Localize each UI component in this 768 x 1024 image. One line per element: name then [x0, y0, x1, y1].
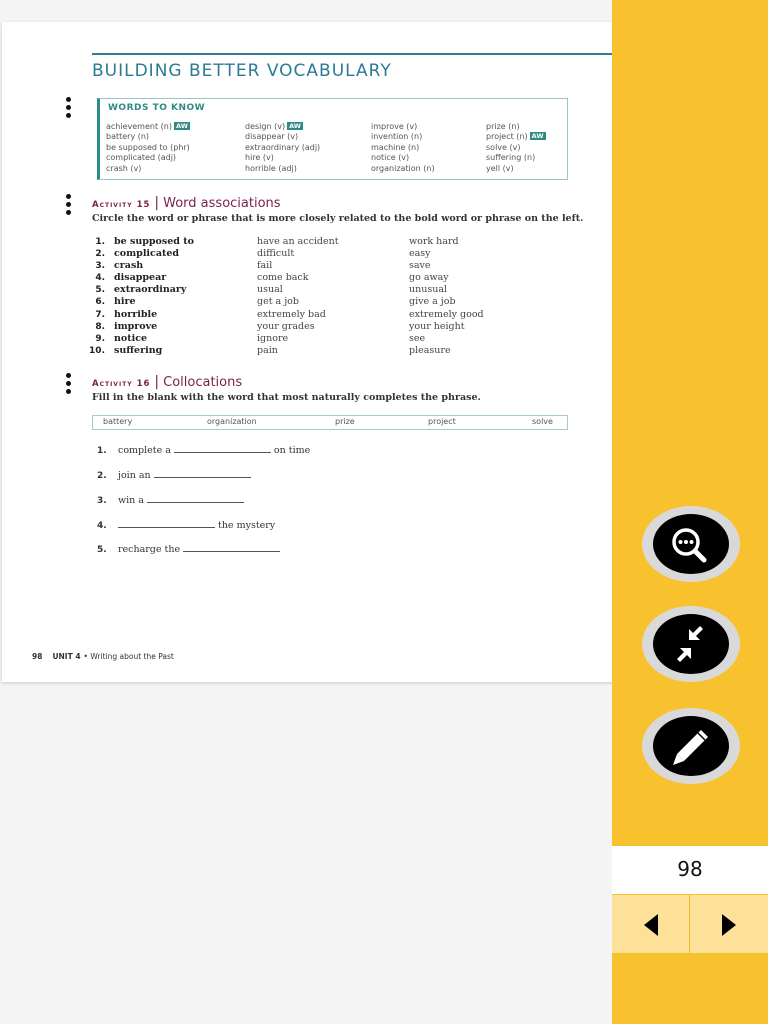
bold-word: suffering	[114, 345, 163, 356]
zoom-button[interactable]	[642, 506, 740, 582]
word-bank-item: prize	[335, 417, 355, 426]
word-bank-item: battery	[103, 417, 133, 426]
activity-15-heading: Activity 15 | Word associations	[92, 195, 281, 211]
next-page-button[interactable]	[690, 895, 767, 953]
word-item: solve (v)	[486, 142, 521, 152]
more-options-icon[interactable]	[66, 194, 72, 218]
option-1[interactable]: fail	[257, 260, 273, 271]
activity-instruction: Circle the word or phrase that is more closely related to the bold word or phrase on the left.	[92, 213, 584, 224]
title-rule	[92, 53, 614, 55]
current-page-indicator: 98	[612, 846, 768, 894]
association-row	[92, 296, 592, 308]
word-item: design (v) AW	[245, 122, 301, 131]
exit-fullscreen-button[interactable]	[642, 606, 740, 682]
option-2[interactable]: unusual	[409, 284, 448, 295]
bold-word: disappear	[114, 272, 167, 283]
option-2[interactable]: save	[409, 260, 431, 271]
item-number: 1.	[95, 237, 105, 247]
option-2[interactable]: see	[409, 333, 426, 344]
activity-label: Activity 15	[92, 200, 151, 210]
option-1[interactable]: your grades	[257, 321, 315, 332]
bold-word: extraordinary	[114, 284, 187, 295]
aw-badge: AW	[175, 122, 188, 130]
answer-blank[interactable]	[118, 518, 215, 528]
aw-badge: AW	[531, 132, 544, 141]
triangle-left-icon	[642, 913, 662, 937]
words-to-know-box	[97, 98, 568, 180]
item-number: 4.	[95, 273, 105, 283]
activity-16-heading: Activity 16 | Collocations	[92, 374, 243, 390]
bold-word: horrible	[114, 309, 158, 320]
option-2[interactable]: easy	[409, 248, 431, 259]
footer-page-number: 98	[32, 652, 43, 661]
association-row	[92, 284, 592, 296]
page-footer	[32, 652, 174, 661]
footer-unit-title: • Writing about the Past	[83, 652, 174, 661]
more-options-icon[interactable]	[66, 97, 72, 121]
word-item: organization (n)	[371, 163, 435, 173]
word-bank-item: solve	[532, 417, 553, 426]
answer-blank[interactable]	[147, 493, 244, 503]
word-item: yell (v)	[486, 163, 514, 173]
item-number: 9.	[95, 334, 105, 344]
association-row	[92, 333, 592, 345]
word-item: extraordinary (adj)	[245, 142, 321, 152]
activity-title: Word associations	[163, 196, 281, 211]
item-number: 2.	[95, 249, 105, 259]
words-column-1	[106, 122, 190, 174]
bold-word: improve	[114, 321, 158, 332]
reader-sidebar	[612, 0, 768, 1024]
option-1[interactable]: get a job	[257, 296, 299, 307]
item-number: 5.	[95, 285, 105, 295]
bold-word: be supposed to	[114, 236, 194, 247]
fill-item: 2. join an	[97, 468, 254, 482]
word-item: project (n) AW	[486, 132, 544, 142]
word-item: suffering (n)	[486, 153, 536, 163]
word-item: achievement (n) AW	[106, 122, 188, 131]
option-2[interactable]: your height	[409, 321, 465, 332]
option-1[interactable]: ignore	[257, 333, 289, 344]
item-number: 8.	[95, 322, 105, 332]
words-column-3	[371, 122, 435, 174]
option-2[interactable]: extremely good	[409, 309, 484, 320]
word-item: complicated (adj)	[106, 153, 177, 163]
word-bank	[92, 415, 568, 430]
bold-word: complicated	[114, 248, 180, 259]
aw-badge: AW	[289, 122, 301, 130]
option-2[interactable]: pleasure	[409, 345, 451, 356]
word-item: be supposed to (phr)	[106, 142, 190, 152]
option-2[interactable]: go away	[409, 272, 449, 283]
word-item: disappear (v)	[245, 132, 299, 142]
option-1[interactable]: come back	[257, 272, 309, 283]
word-item: hire (v)	[245, 153, 274, 163]
association-row	[89, 345, 592, 357]
bold-word: notice	[114, 333, 148, 344]
answer-blank[interactable]	[154, 468, 251, 478]
option-2[interactable]: give a job	[409, 296, 456, 307]
association-row	[92, 321, 592, 333]
collapse-arrows-icon	[642, 606, 740, 682]
item-number: 6.	[95, 297, 105, 307]
option-1[interactable]: pain	[257, 345, 278, 356]
activity-label: Activity 16	[92, 379, 151, 389]
word-item: notice (v)	[371, 153, 410, 163]
answer-blank[interactable]	[174, 443, 271, 453]
words-column-2	[245, 122, 320, 174]
fill-item: 1. complete a on time	[97, 445, 311, 456]
activity-instruction: Fill in the blank with the word that most naturally completes the phrase.	[92, 392, 481, 403]
option-2[interactable]: work hard	[409, 236, 459, 247]
word-bank-item: organization	[207, 417, 257, 426]
page-navigation	[612, 895, 768, 953]
annotate-button[interactable]	[642, 708, 740, 784]
association-row	[92, 260, 592, 272]
fill-item: 5. recharge the	[97, 542, 283, 556]
footer-unit: UNIT 4	[52, 652, 81, 661]
fill-item: 4. the mystery	[97, 520, 276, 531]
association-row	[92, 272, 592, 284]
activity-title: Collocations	[163, 375, 243, 390]
item-number: 10.	[89, 346, 105, 356]
bold-word: crash	[114, 260, 144, 271]
word-item: horrible (adj)	[245, 163, 297, 173]
triangle-right-icon	[718, 913, 738, 937]
words-column-4	[486, 122, 546, 174]
previous-page-button[interactable]	[612, 895, 690, 953]
words-to-know-title: WORDS TO KNOW	[108, 103, 206, 113]
book-page	[2, 22, 614, 682]
more-options-icon[interactable]	[66, 373, 72, 397]
zoom-search-icon	[642, 506, 740, 582]
word-item: crash (v)	[106, 163, 142, 173]
page-title: BUILDING BETTER VOCABULARY	[92, 61, 392, 81]
item-number: 3.	[95, 261, 105, 271]
word-item: improve (v)	[371, 122, 418, 131]
option-1[interactable]: usual	[257, 284, 283, 295]
option-1[interactable]: have an accident	[257, 236, 339, 247]
association-row	[92, 248, 592, 260]
word-item: prize (n)	[486, 122, 520, 131]
option-1[interactable]: difficult	[257, 248, 295, 259]
answer-blank[interactable]	[183, 542, 280, 552]
pencil-icon	[642, 708, 740, 784]
word-item: invention (n)	[371, 132, 423, 142]
fill-item: 3. win a	[97, 493, 247, 507]
association-row	[92, 309, 592, 321]
word-item: battery (n)	[106, 132, 150, 142]
item-number: 7.	[95, 310, 105, 320]
bold-word: hire	[114, 296, 136, 307]
word-bank-item: project	[428, 417, 456, 426]
word-item: machine (n)	[371, 142, 420, 152]
association-row	[92, 236, 592, 248]
option-1[interactable]: extremely bad	[257, 309, 326, 320]
